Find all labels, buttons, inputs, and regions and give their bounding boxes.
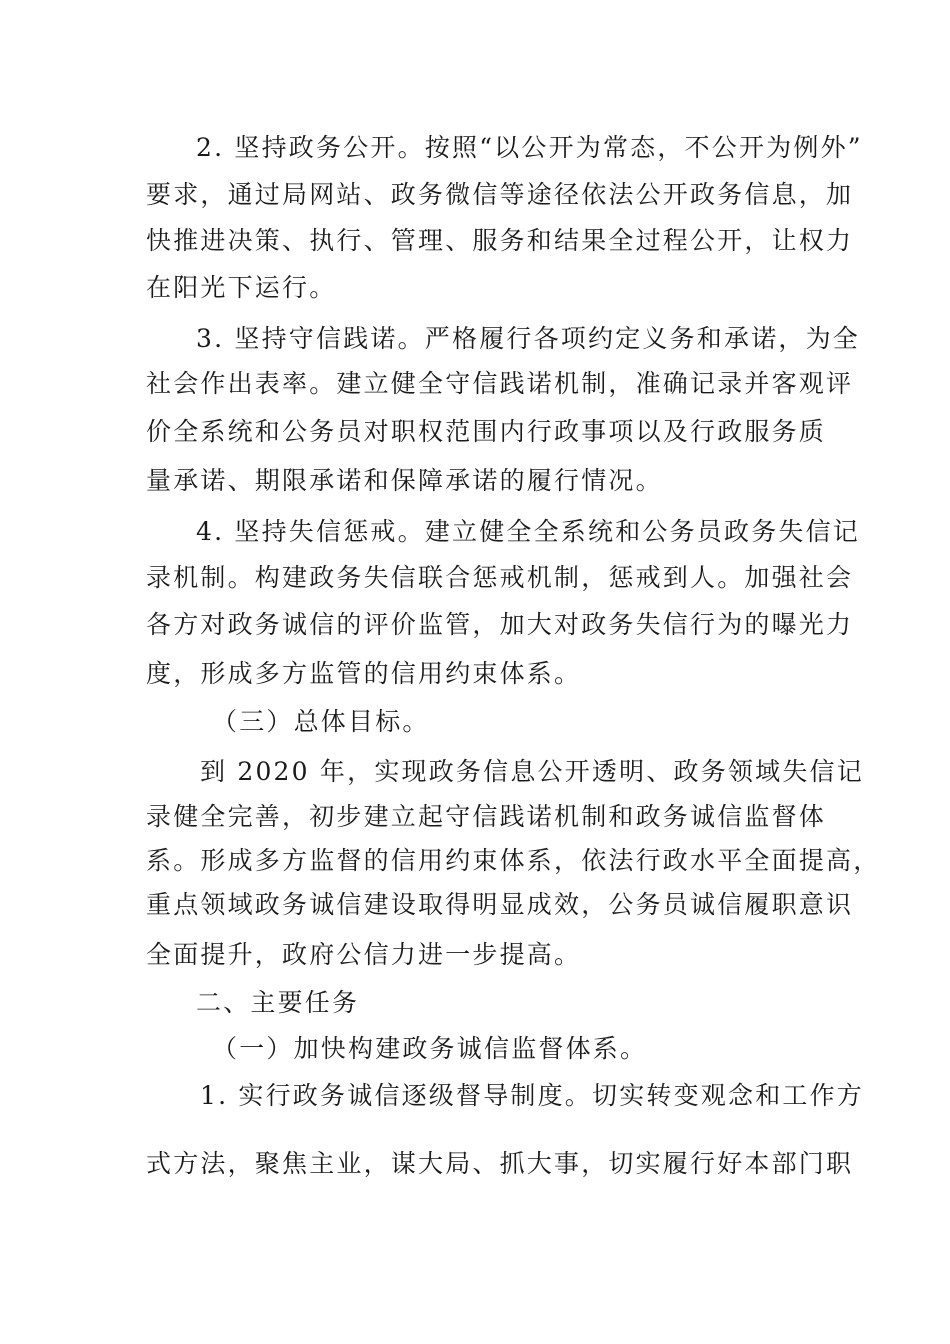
paragraph-5-line-4: 重点领域政务诚信建设取得明显成效，公务员诚信履职意识 — [146, 890, 854, 919]
paragraph-2-line-4: 量承诺、期限承诺和保障承诺的履行情况。 — [146, 466, 663, 495]
paragraph-1-line-1: 2. 坚持政务公开。按照“以公开为常态，不公开为例外” — [196, 133, 863, 162]
paragraph-5-line-2: 录健全完善，初步建立起守信践诺机制和政务诚信监督体 — [146, 802, 827, 831]
paragraph-2-line-2: 社会作出表率。建立健全守信践诺机制，准确记录并客观评 — [146, 369, 854, 398]
paragraph-5-line-3: 系。形成多方监督的信用约束体系，依法行政水平全面提高， — [146, 846, 881, 875]
section-heading-main-tasks: 二、主要任务 — [196, 988, 360, 1017]
paragraph-3-line-2: 录机制。构建政务失信联合惩戒机制，惩戒到人。加强社会 — [146, 563, 854, 592]
paragraph-5-line-1: 到 2020 年，实现政务信息公开透明、政务领域失信记 — [200, 757, 864, 786]
paragraph-3-line-1: 4. 坚持失信惩戒。建立健全全系统和公务员政务失信记 — [196, 517, 861, 546]
subsection-heading-supervision-system: （一）加快构建政务诚信监督体系。 — [212, 1034, 648, 1063]
paragraph-1-line-4: 在阳光下运行。 — [146, 273, 337, 302]
paragraph-8-line-1: 1. 实行政务诚信逐级督导制度。切实转变观念和工作方 — [200, 1081, 865, 1110]
section-heading-overall-goals: （三）总体目标。 — [212, 707, 430, 736]
paragraph-3-line-4: 度，形成多方监管的信用约束体系。 — [146, 659, 582, 688]
paragraph-8-line-2: 式方法，聚焦主业，谋大局、抓大事，切实履行好本部门职 — [146, 1149, 854, 1178]
paragraph-3-line-3: 各方对政务诚信的评价监管，加大对政务失信行为的曝光力 — [146, 610, 854, 639]
paragraph-5-line-5: 全面提升，政府公信力进一步提高。 — [146, 940, 582, 969]
paragraph-1-line-3: 快推进决策、执行、管理、服务和结果全过程公开，让权力 — [146, 226, 854, 255]
paragraph-2-line-1: 3. 坚持守信践诺。严格履行各项约定义务和承诺，为全 — [196, 324, 861, 353]
paragraph-2-line-3: 价全系统和公务员对职权范围内行政事项以及行政服务质 — [146, 417, 827, 446]
paragraph-1-line-2: 要求，通过局网站、政务微信等途径依法公开政务信息，加 — [146, 180, 854, 209]
